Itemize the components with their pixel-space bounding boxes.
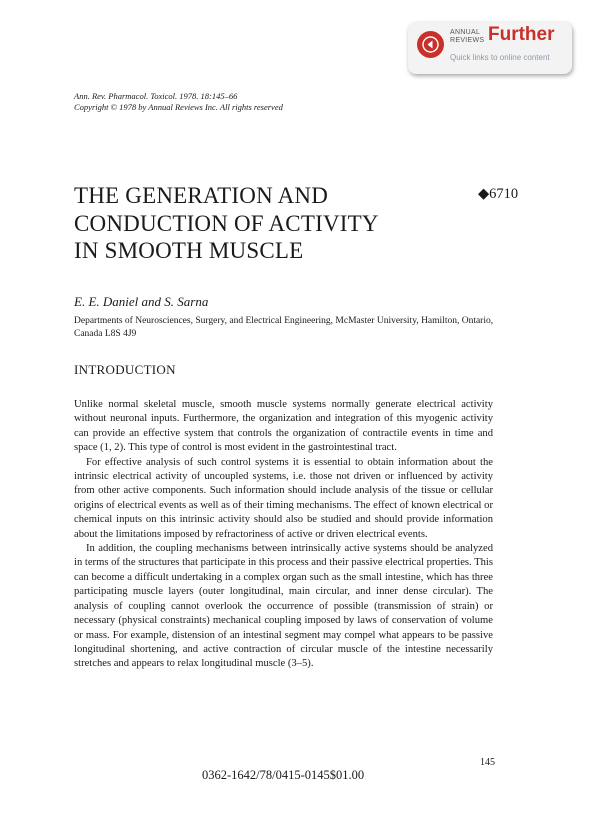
body-text xyxy=(74,398,493,672)
paragraph: In addition, the coupling mechanisms between intrinsically active systems should be analyzed in terms of the structures that participate in this process and their passive electrical properties. This can become a difficult undertaking in a complex organ such as the small intestine, which has three participating muscle layers (outer longitudinal, main circular, and inner dense circular). The analysis of coupling cannot overlook the occurrence of possible (transmission of strain) or necessary (physical constraints) mechanical coupling imposed by laws of conservation of volume or mass. For example, distension of an intestinal segment may compel what appears to be passive longitudinal shortening, and active contraction of circular muscle of the intestine necessarily stretches and appears to relax longitudinal muscle (3–5). xyxy=(74,543,493,670)
title-line-2: CONDUCTION OF ACTIVITY xyxy=(74,210,379,236)
article-code: ◆6710 xyxy=(478,186,519,202)
badge-further-label: Further xyxy=(488,24,555,45)
paragraph: Unlike normal skeletal muscle, smooth muscle systems normally generate electrical activity without neuronal inputs. Furthermore, the organization and integration of this myogenic activity can provide an effective system that controls the organization of contractile events in time and space (1, 2). This type of control is most evident in the gastrointestinal tract. xyxy=(74,399,493,454)
section-heading: INTRODUCTION xyxy=(74,362,176,377)
page-number: 145 xyxy=(480,757,495,768)
copyright-line: Copyright © 1978 by Annual Reviews Inc. All rights reserved xyxy=(74,102,283,112)
footer-code: 0362-1642/78/0415-0145$01.00 xyxy=(202,768,365,782)
journal-citation xyxy=(74,91,283,113)
journal-citation-line: Ann. Rev. Pharmacol. Toxicol. 1978. 18:145–66 xyxy=(74,91,238,101)
title-line-1: THE GENERATION AND xyxy=(74,183,329,208)
badge-publisher xyxy=(450,29,484,45)
article-title xyxy=(74,182,379,265)
badge-publisher-line1: ANNUAL xyxy=(450,29,481,36)
affiliation: Departments of Neurosciences, Surgery, and Electrical Engineering, McMaster University, Hamilton, Ontario, Canada L8S 4J9 xyxy=(74,316,494,339)
paragraph: For effective analysis of such control systems it is essential to obtain information about the intrinsic electrical activity of uncoupled systems, i.e. those not driven or influenced by activity from other active components. Such information should include analysis of the tissue or cellular origins of electrical events as well as of their timing mechanisms. The effect of known electrical or chemical inputs on this intrinsic activity should also be studied and should provide information about the limitations imposed by refractoriness of active or driven electrical events. xyxy=(74,456,493,540)
annual-reviews-further-badge[interactable] xyxy=(408,22,572,74)
badge-publisher-line2: REVIEWS xyxy=(450,37,485,44)
badge-subtitle: Quick links to online content xyxy=(450,53,550,62)
arrow-left-icon xyxy=(417,31,444,58)
title-line-3: IN SMOOTH MUSCLE xyxy=(74,238,304,263)
authors: E. E. Daniel and S. Sarna xyxy=(74,294,209,309)
